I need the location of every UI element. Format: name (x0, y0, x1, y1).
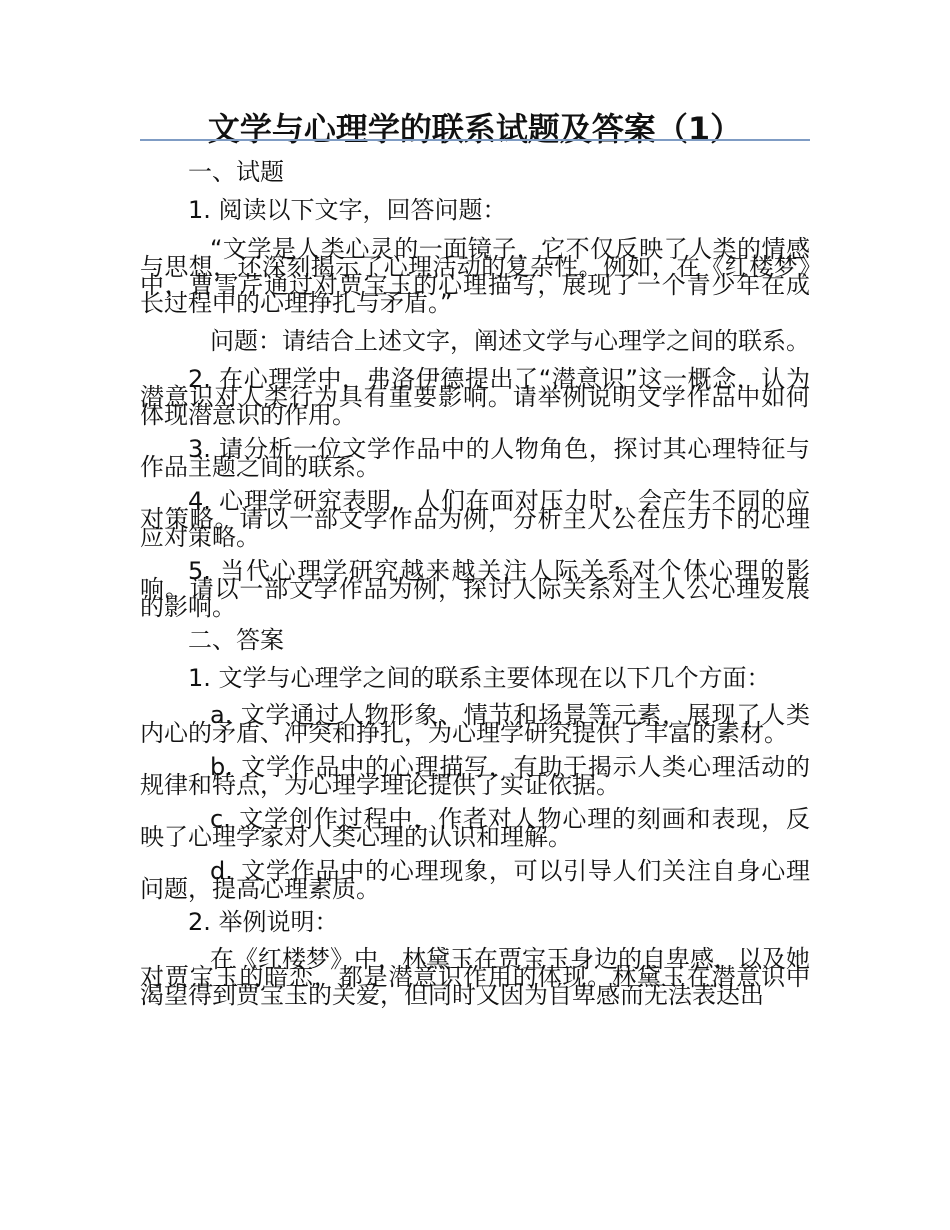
question-3: 3. 请分析一位文学作品中的人物角色，探讨其心理特征与作品主题之间的联系。 (140, 435, 810, 481)
answer-1-point-b: b. 文学作品中的心理描写，有助于揭示人类心理活动的规律和特点，为心理学理论提供了实证依据。 (140, 753, 810, 799)
question-4: 4. 心理学研究表明，人们在面对压力时，会产生不同的应对策略。请以一部文学作品为例，分析主人公在压力下的心理应对策略。 (140, 487, 810, 551)
answer-2-intro: 2. 举例说明： (188, 908, 339, 936)
answer-2-text: 在《红楼梦》中，林黛玉在贾宝玉身边的自卑感，以及她对贾宝玉的暗恋，都是潜意识作用的体现。林黛玉在潜意识中渴望得到贾宝玉的关爱，但同时又因为自卑感而无法表达出 (140, 945, 810, 1009)
question-2: 2. 在心理学中，弗洛伊德提出了“潜意识”这一概念，认为潜意识对人类行为具有重要影响。请举例说明文学作品中如何体现潜意识的作用。 (140, 365, 810, 429)
answer-1-intro: 1. 文学与心理学之间的联系主要体现在以下几个方面： (188, 664, 771, 692)
answer-1-point-c: c. 文学创作过程中，作者对人物心理的刻画和表现，反映了心理学家对人类心理的认识和理解。 (140, 805, 810, 851)
answers-heading: 二、答案 (188, 626, 284, 654)
document-body (140, 158, 810, 1009)
title-underline (140, 139, 810, 141)
question-1-prompt: 问题：请结合上述文字，阐述文学与心理学之间的联系。 (210, 327, 810, 355)
document-title: 文学与心理学的联系试题及答案（1） (207, 110, 743, 148)
questions-heading: 一、试题 (188, 158, 284, 186)
question-1-quote: “文学是人类心灵的一面镜子，它不仅反映了人类的情感与思想，还深刻揭示了心理活动的复杂性。例如，在《红楼梦》中，曹雪芹通过对贾宝玉的心理描写，展现了一个青少年在成长过程中的心理挣扎与矛盾。” (140, 235, 810, 317)
question-5: 5. 当代心理学研究越来越关注人际关系对个体心理的影响。请以一部文学作品为例，探讨人际关系对主人公心理发展的影响。 (140, 557, 810, 621)
answer-1-point-d: d. 文学作品中的心理现象，可以引导人们关注自身心理问题，提高心理素质。 (140, 857, 810, 903)
answer-1-point-a: a. 文学通过人物形象、情节和场景等元素，展现了人类内心的矛盾、冲突和挣扎，为心理学研究提供了丰富的素材。 (140, 701, 810, 747)
question-1-intro: 1. 阅读以下文字，回答问题： (188, 196, 507, 224)
